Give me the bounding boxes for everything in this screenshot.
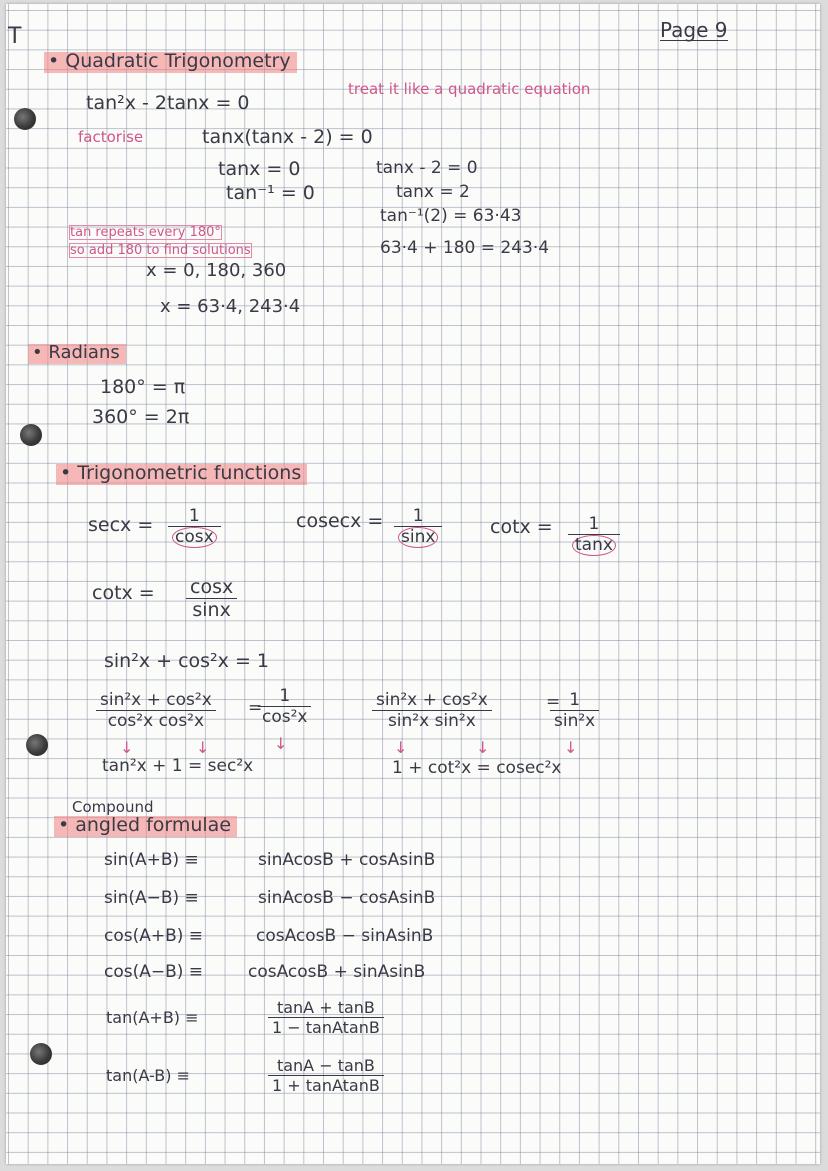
compound-row-4-rhs: cosAcosB + sinAsinB	[248, 962, 426, 982]
down-arrow-icon: ↓	[564, 738, 578, 757]
compound-heading-top: Compound	[72, 798, 154, 816]
factored-form: tanx(tanx - 2) = 0	[202, 126, 373, 148]
divide-by-sin-right: $\frac{1}{\text{sin²x}}$	[550, 690, 599, 731]
cot-lhs: cotx =	[490, 516, 553, 538]
punch-hole	[30, 1043, 52, 1065]
tan-minus-fraction: $\frac{\tan A - \tan B}{\text{1 + tanAtanB}}$	[268, 1056, 384, 1095]
pythagorean-identity: sin²x + cos²x = 1	[104, 650, 269, 672]
divide-by-cos-right: $\frac{1}{\text{cos²x}}$	[258, 686, 311, 727]
divide-by-sin-result: 1 + cot²x = cosec²x	[392, 758, 562, 778]
compound-row-3-rhs: cosAcosB − sinAsinB	[256, 926, 434, 946]
compound-row-1-rhs: sinAcosB + cosAsinB	[258, 850, 436, 870]
sec-fraction: $\frac{1}{\cos x}$	[168, 506, 221, 548]
cot-fraction: $\frac{1}{\tan x}$	[568, 514, 620, 556]
right-step-4: 63·4 + 180 = 243·4	[380, 238, 550, 258]
radians-line-1: 180° = π	[100, 376, 186, 398]
compound-row-2-lhs: sin(A−B) ≡	[104, 888, 199, 908]
cosec-lhs: cosecx =	[296, 510, 384, 532]
cosec-fraction: $\frac{1}{\sin x}$	[394, 506, 442, 548]
divide-by-cos-result: tan²x + 1 = sec²x	[102, 756, 254, 776]
compound-row-1-lhs: sin(A+B) ≡	[104, 850, 199, 870]
tan-plus-lhs: tan(A+B) ≡	[106, 1008, 199, 1027]
factorise-label: factorise	[78, 128, 144, 146]
divide-by-sin-left: $\frac{\text{sin²x + cos²x}}{\text{sin²x sin²x}}$	[372, 690, 492, 731]
punch-hole	[14, 108, 36, 130]
down-arrow-icon: ↓	[394, 738, 408, 757]
compound-row-3-lhs: cos(A+B) ≡	[104, 926, 204, 946]
solutions-line-1: x = 0, 180, 360	[146, 260, 287, 281]
compound-row-2-rhs: sinAcosB − cosAsinB	[258, 888, 436, 908]
repeat-note-line-1: tan repeats every 180°	[70, 225, 221, 240]
punch-hole	[20, 424, 42, 446]
right-step-1: tanx - 2 = 0	[376, 158, 478, 178]
down-arrow-icon: ↓	[120, 738, 134, 757]
down-arrow-icon: ↓	[196, 738, 210, 757]
tan-minus-lhs: tan(A-B) ≡	[106, 1066, 190, 1085]
cot-quotient-fraction: $\frac{\cos x}{\sin x}$	[186, 576, 237, 621]
page-label: Page 9	[660, 18, 728, 42]
compound-row-4-lhs: cos(A−B) ≡	[104, 962, 204, 982]
heading-compound-angle-formulae: • angled formulae	[54, 816, 237, 837]
right-step-3: tan⁻¹(2) = 63·43	[380, 206, 522, 226]
punch-hole	[26, 734, 48, 756]
margin-letter: T	[8, 24, 22, 49]
quadratic-note: treat it like a quadratic equation	[348, 80, 591, 98]
repeat-note-line-2: so add 180 to find solutions	[70, 243, 251, 258]
left-step-2: tan⁻¹ = 0	[226, 182, 315, 204]
equals-sign: =	[248, 698, 263, 718]
left-step-1: tanx = 0	[218, 158, 301, 180]
sec-lhs: secx =	[88, 514, 154, 536]
right-step-2: tanx = 2	[396, 182, 470, 202]
heading-quadratic-trigonometry: • Quadratic Trigonometry	[44, 52, 297, 73]
down-arrow-icon: ↓	[476, 738, 490, 757]
radians-line-2: 360° = 2π	[92, 406, 190, 428]
quadratic-equation: tan²x - 2tanx = 0	[86, 92, 250, 114]
tan-plus-fraction: $\frac{\tan A + \tan B}{\text{1 − tanAtanB}}$	[268, 998, 384, 1037]
heading-trigonometric-functions: • Trigonometric functions	[56, 464, 307, 485]
down-arrow-icon: ↓	[274, 734, 288, 753]
cot-quotient-lhs: cotx =	[92, 582, 155, 604]
solutions-line-2: x = 63·4, 243·4	[160, 296, 301, 317]
equals-sign: =	[546, 692, 561, 712]
heading-radians: • Radians	[28, 344, 126, 364]
divide-by-cos-left: $\frac{\text{sin²x + cos²x}}{\text{cos²x cos²x}}$	[96, 690, 216, 731]
